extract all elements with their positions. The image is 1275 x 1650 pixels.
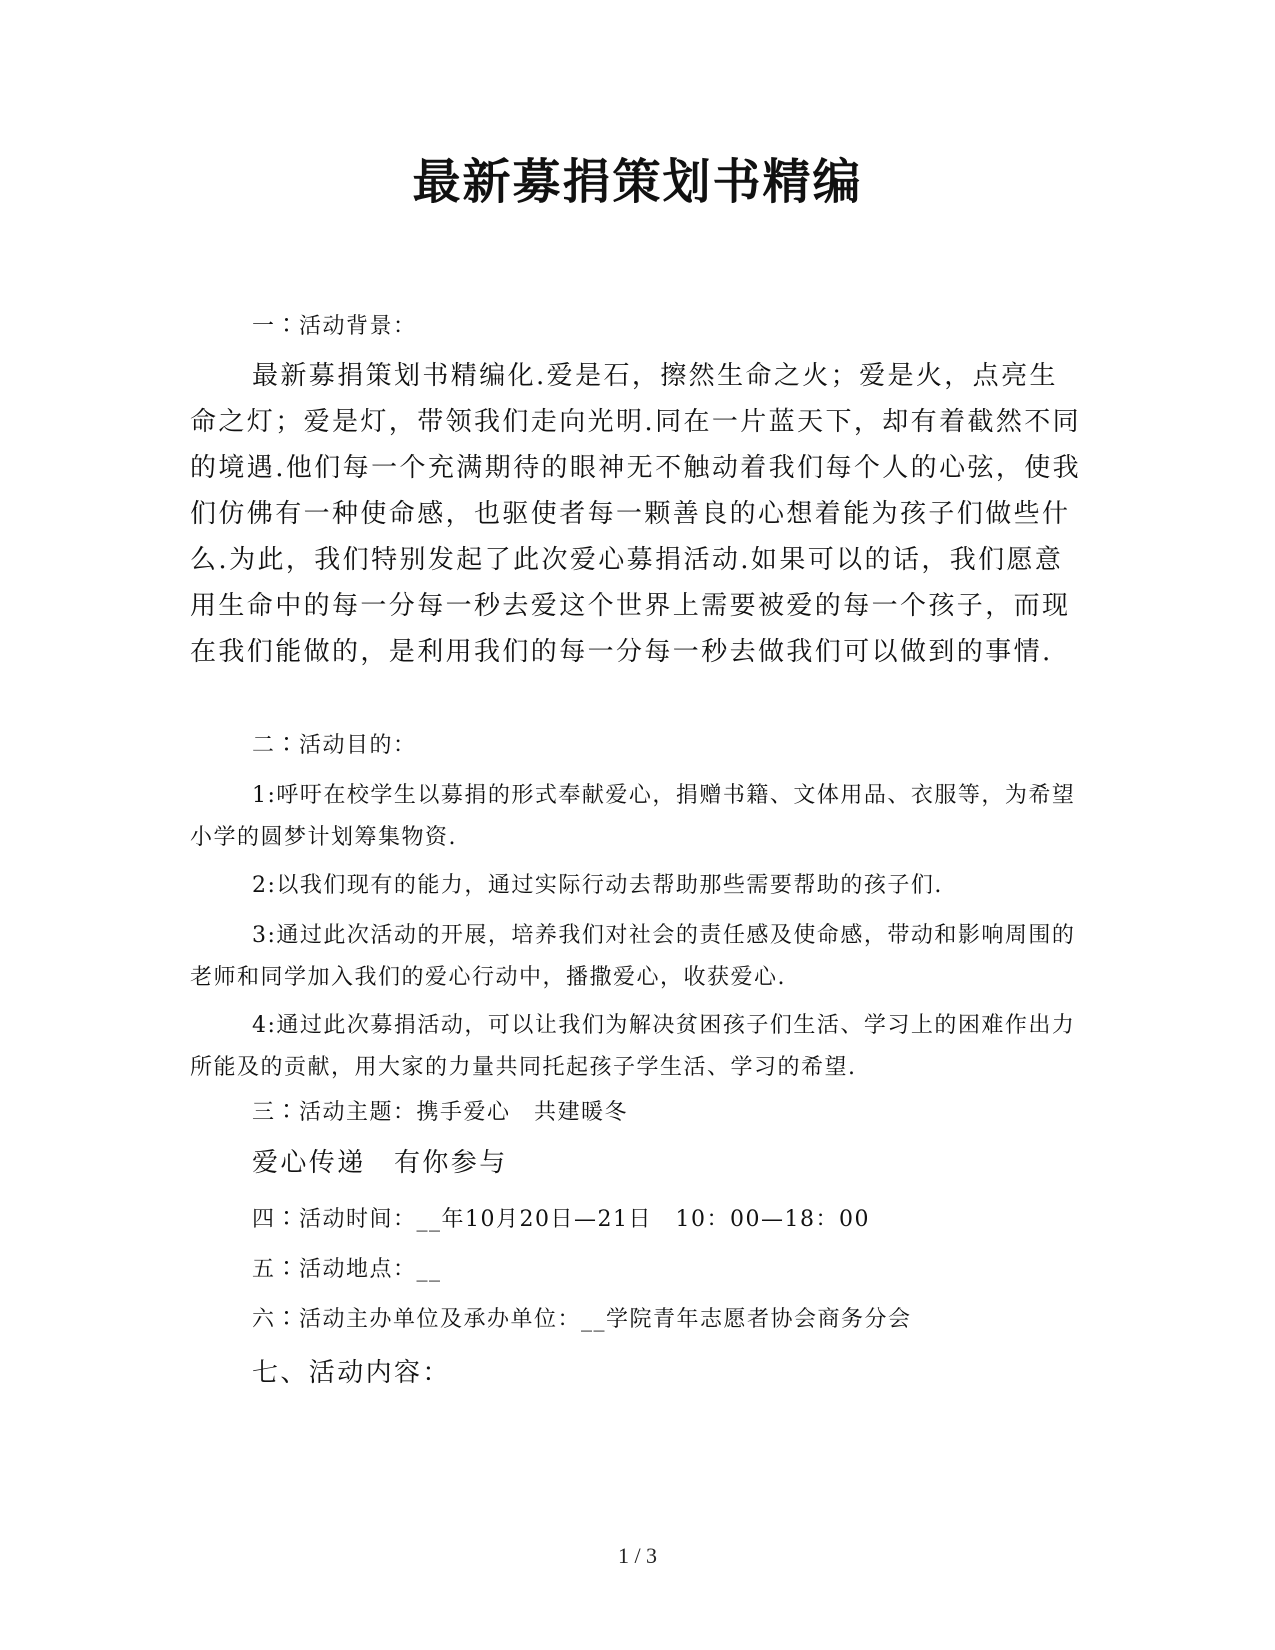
section-heading-background: 一∶活动背景： <box>252 314 417 339</box>
section-heading-content: 七、活动内容： <box>252 1358 451 1388</box>
purpose-item-4: 4:通过此次募捐活动，可以让我们为解决贫困孩子们生活、学习上的困难作出力所能及的贡献，用大家的力量共同托起孩子学生活、学习的希望. <box>190 1013 1076 1080</box>
section-heading-time: 四∶活动时间：__年10月20日—21日 10：00—18：00 <box>252 1207 870 1232</box>
section-heading-organizer: 六∶活动主办单位及承办单位：__学院青年志愿者协会商务分会 <box>252 1307 912 1332</box>
section-heading-purpose: 二∶活动目的： <box>252 733 417 758</box>
section-heading-theme: 三∶活动主题：携手爱心 共建暖冬 <box>252 1100 629 1125</box>
page-number: 1 / 3 <box>617 1543 658 1568</box>
section-heading-location: 五∶活动地点：__ <box>252 1257 442 1282</box>
purpose-item-1: 1:呼吁在校学生以募捐的形式奉献爱心，捐赠书籍、文体用品、衣服等，为希望小学的圆梦计划筹集物资. <box>190 783 1076 850</box>
theme-slogan: 爱心传递 有你参与 <box>252 1148 508 1178</box>
document-title: 最新募捐策划书精编 <box>412 154 863 210</box>
background-paragraph: 最新募捐策划书精编化.爱是石，擦然生命之火；爱是火，点亮生命之灯；爱是灯，带领我们走向光明.同在一片蓝天下，却有着截然不同的境遇.他们每一个充满期待的眼神无不触动着我们每个人的心弦，使我们仿佛有一种使命感，也驱使者每一颗善良的心想着能为孩子们做些什么.为此，我们特别发起了此次爱心募捐活动.如果可以的话，我们愿意用生命中的每一分每一秒去爱这个世界上需要被爱的每一个孩子，而现在我们能做的，是利用我们的每一分每一秒去做我们可以做到的事情. <box>190 361 1082 667</box>
purpose-item-2: 2:以我们现有的能力，通过实际行动去帮助那些需要帮助的孩子们. <box>252 873 943 898</box>
purpose-item-3: 3:通过此次活动的开展，培养我们对社会的责任感及使命感，带动和影响周围的老师和同学加入我们的爱心行动中，播撒爱心，收获爱心. <box>190 923 1076 990</box>
